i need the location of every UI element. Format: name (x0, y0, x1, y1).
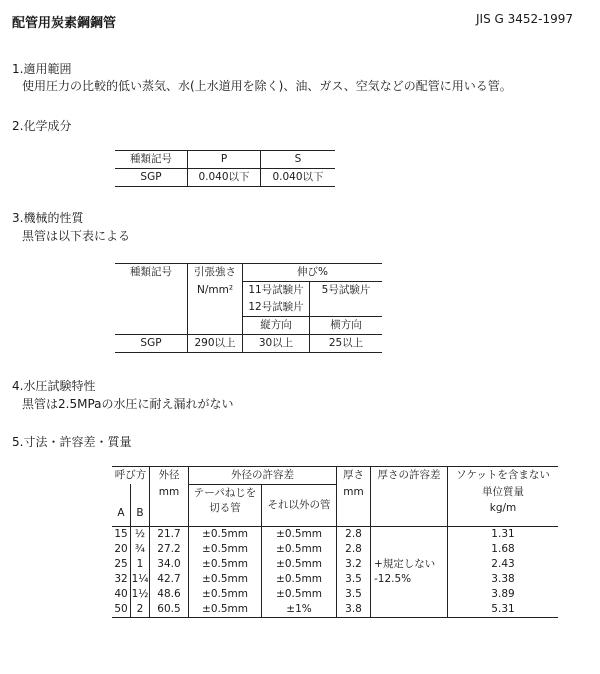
mech-cell-long: 30以上 (243, 335, 310, 353)
dim-header-od-unit: mm (150, 484, 189, 502)
dim-header-od-tol: 外径の許容差 (189, 467, 337, 485)
dim-cell-mass: 1.68 (448, 542, 559, 557)
mech-header-piece-11: 11号試験片 (243, 282, 310, 300)
dim-cell-a: 25 (114, 557, 128, 570)
dim-cell-thk-tol-minus: -12.5% (371, 572, 448, 587)
dimensions-table (112, 466, 558, 618)
dim-cell-tol-other: ±0.5mm (262, 587, 337, 602)
dim-cell-od: 48.6 (150, 587, 189, 602)
dim-cell-thk-tol-empty (371, 542, 448, 557)
dim-cell-mass: 1.31 (448, 526, 559, 542)
chem-cell-type: SGP (115, 169, 188, 187)
dim-cell-tol-thread: ±0.5mm (189, 602, 262, 618)
dim-cell-thk: 3.2 (337, 557, 371, 572)
dim-cell-b: ½ (131, 526, 150, 542)
table-row (112, 542, 558, 557)
dim-header-mass-2: 単位質量 (448, 484, 559, 502)
dim-cell-tol-thread: ±0.5mm (189, 526, 262, 542)
dim-cell-tol-other: ±1% (262, 602, 337, 618)
dim-header-b: B (131, 502, 150, 527)
table-row (112, 602, 558, 618)
mech-header-dir-trans: 横方向 (310, 317, 383, 335)
mechanical-table (115, 263, 382, 353)
dim-cell-tol-other: ±0.5mm (262, 557, 337, 572)
dim-cell-a: 32 (114, 572, 128, 585)
chem-header-type: 種類記号 (115, 151, 188, 169)
dim-cell-tol-other: ±0.5mm (262, 572, 337, 587)
dim-cell-mass: 3.38 (448, 572, 559, 587)
mech-header-elongation: 伸び% (243, 264, 383, 282)
dim-cell-od: 27.2 (150, 542, 189, 557)
dim-cell-od: 34.0 (150, 557, 189, 572)
dim-cell-tol-other: ±0.5mm (262, 542, 337, 557)
dim-header-tol-thread-1: テーパねじを (189, 484, 262, 502)
dim-cell-mass: 5.31 (448, 602, 559, 618)
dim-cell-a: 15 (112, 526, 131, 542)
chem-cell-p: 0.040以下 (188, 169, 261, 187)
dim-cell-tol-other: ±0.5mm (262, 526, 337, 542)
dim-cell-od: 21.7 (150, 526, 189, 542)
dim-cell-thk: 3.5 (337, 572, 371, 587)
dim-header-thk-tol: 厚さの許容差 (371, 467, 448, 485)
dim-header-mass-unit: kg/m (448, 502, 559, 527)
mech-header-tensile-unit: N/mm² (188, 282, 243, 300)
section-2-heading: 2.化学成分 (12, 119, 72, 133)
dim-cell-b: ¾ (131, 542, 150, 557)
mech-cell-trans: 25以上 (310, 335, 383, 353)
chem-cell-s: 0.040以下 (261, 169, 336, 187)
dim-cell-thk: 3.5 (337, 587, 371, 602)
mech-header-tensile: 引張強さ (188, 264, 243, 282)
doc-title: 配管用炭素鋼鋼管 (12, 16, 117, 31)
dim-header-tol-other: それ以外の管 (262, 484, 337, 526)
dim-cell-tol-thread: ±0.5mm (189, 557, 262, 572)
section-4-heading: 4.水圧試験特性 (12, 379, 96, 393)
mech-header-dir-long: 縦方向 (243, 317, 310, 335)
dim-cell-b: 1¼ (131, 572, 149, 585)
section-3-heading: 3.機械的性質 (12, 211, 84, 225)
mech-cell-type: SGP (115, 335, 188, 353)
dim-header-thk: 厚さ (337, 467, 371, 485)
dim-header-od: 外径 (150, 467, 189, 485)
table-row (112, 587, 558, 602)
dim-cell-mass: 2.43 (448, 557, 559, 572)
dim-header-thk-unit: mm (337, 484, 371, 502)
dim-cell-tol-thread: ±0.5mm (189, 572, 262, 587)
dim-header-a: A (112, 502, 131, 527)
dim-cell-a: 40 (114, 587, 128, 600)
section-3-text: 黒管は以下表による (22, 229, 131, 243)
dim-cell-a: 50 (112, 602, 131, 618)
dim-cell-thk-tol-empty (371, 587, 448, 602)
table-row (112, 572, 558, 587)
mech-header-piece-5: 5号試験片 (310, 282, 383, 300)
dim-header-mass-1: ソケットを含まない (448, 467, 559, 485)
dim-cell-thk: 3.8 (337, 602, 371, 618)
dim-cell-thk-tol-empty (371, 526, 448, 542)
dim-header-tol-thread-2: 切る管 (189, 502, 262, 527)
dim-cell-tol-thread: ±0.5mm (189, 542, 262, 557)
mech-header-type: 種類記号 (115, 264, 188, 282)
dim-cell-b: 1 (131, 557, 150, 572)
dim-cell-thk-tol-plus: +規定しない (371, 557, 448, 572)
dim-cell-mass: 3.89 (448, 587, 559, 602)
dim-cell-thk: 2.8 (337, 526, 371, 542)
mech-cell-tensile: 290以上 (188, 335, 243, 353)
standard-number: JIS G 3452-1997 (476, 12, 574, 26)
dim-cell-tol-thread: ±0.5mm (189, 587, 262, 602)
chem-header-p: P (188, 151, 261, 169)
dim-cell-od: 42.7 (150, 572, 189, 587)
section-4-text: 黒管は2.5MPaの水圧に耐え漏れがない (22, 397, 234, 411)
chem-header-s: S (261, 151, 336, 169)
section-1-text: 使用圧力の比較的低い蒸気、水(上水道用を除く)、油、ガス、空気などの配管に用いる管。 (22, 79, 512, 93)
section-5-heading: 5.寸法・許容差・質量 (12, 435, 132, 449)
dim-cell-thk: 2.8 (337, 542, 371, 557)
dim-cell-thk-tol-empty (371, 602, 448, 618)
dim-cell-od: 60.5 (150, 602, 189, 618)
table-row (112, 526, 558, 542)
dim-header-size: 呼び方 (112, 467, 150, 485)
table-row (112, 557, 558, 572)
dim-cell-b: 1½ (131, 587, 149, 600)
dim-cell-a: 20 (114, 542, 128, 555)
dim-cell-b: 2 (131, 602, 150, 618)
chemical-table (115, 150, 335, 187)
mech-header-piece-12: 12号試験片 (243, 299, 310, 317)
section-1-heading: 1.適用範囲 (12, 62, 72, 76)
